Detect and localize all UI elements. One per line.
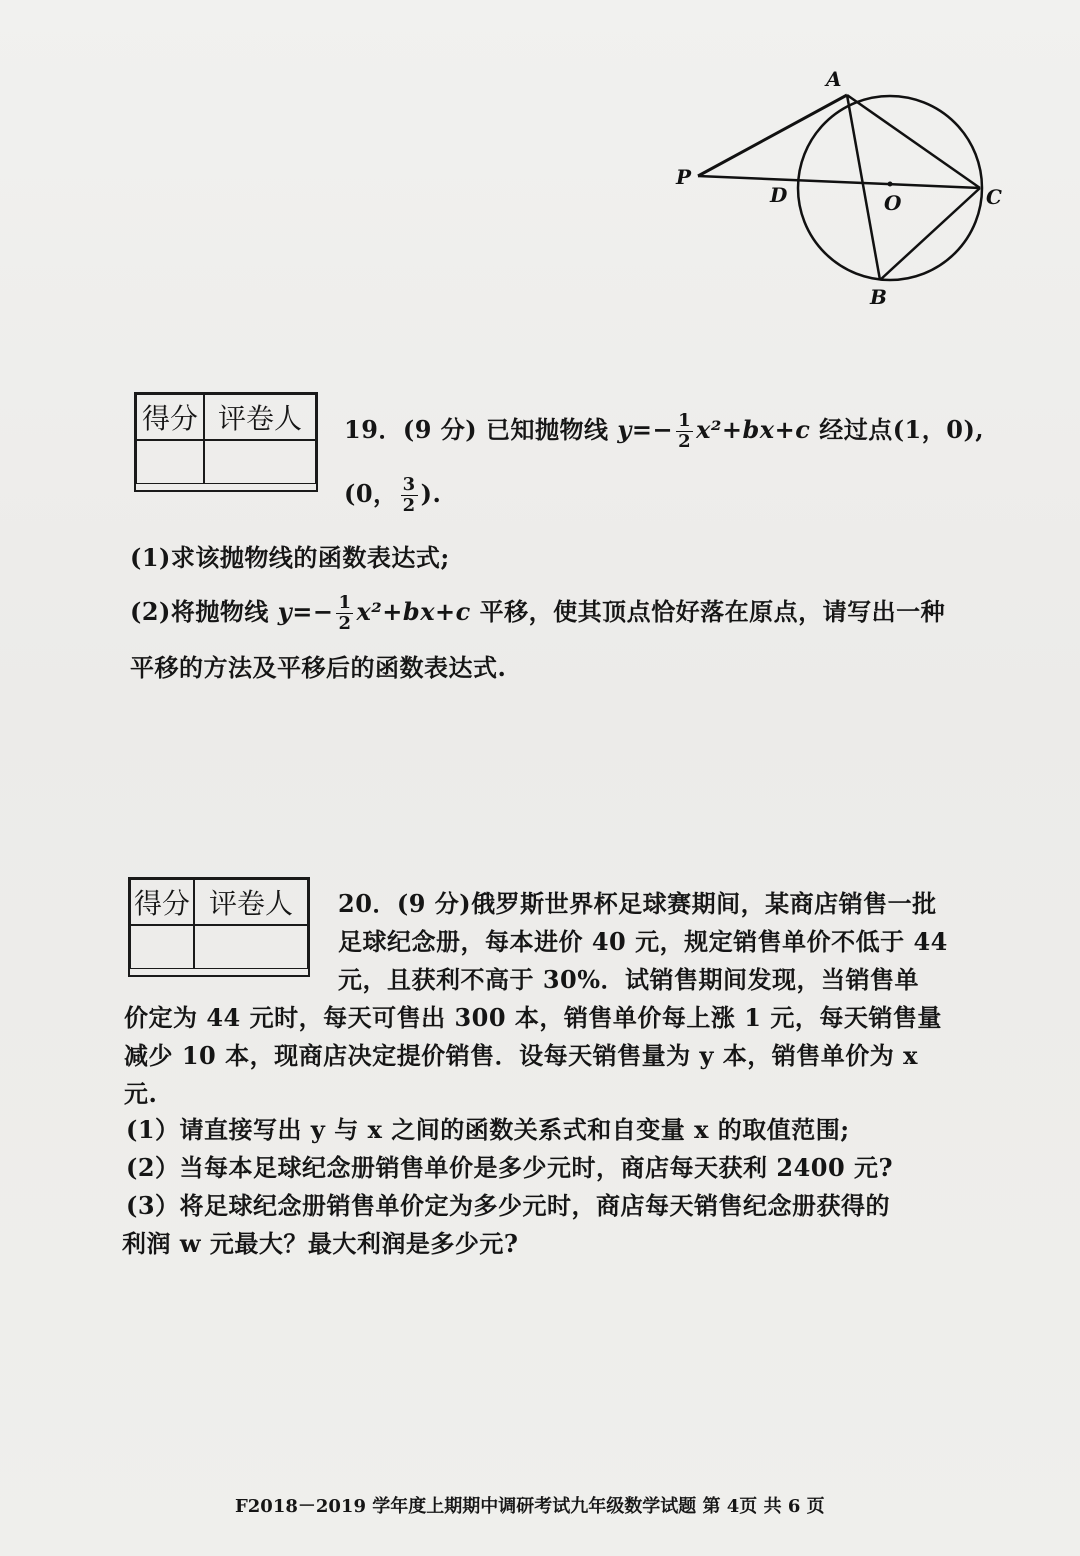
q20-part2: (2）当每本足球纪念册销售单价是多少元时，商店每天获利 2400 元? — [126, 1153, 894, 1182]
fraction-half-2: $\frac{1}{2}$ — [338, 592, 352, 634]
fraction-three-halves: $\frac{3}{2}$ — [402, 474, 416, 516]
q20-part3: (3）将足球纪念册销售单价定为多少元时，商店每天销售纪念册获得的 — [126, 1191, 891, 1220]
center-point — [888, 182, 893, 187]
q20-line5: 减少 10 本，现商店决定提价销售．设每天销售量为 y 本，销售单价为 x — [124, 1041, 918, 1070]
grader-label: 评卷人 — [194, 879, 308, 925]
score-box-q19 — [134, 392, 318, 492]
label-a: A — [826, 67, 842, 91]
label-d: D — [770, 183, 788, 207]
score-label: 得分 — [130, 879, 194, 925]
label-o: O — [884, 191, 902, 215]
q20-line4: 价定为 44 元时，每天可售出 300 本，销售单价每上涨 1 元，每天销售量 — [124, 1003, 942, 1032]
q20-part3-line2: 利润 w 元最大？最大利润是多少元? — [122, 1229, 519, 1258]
label-b: B — [870, 285, 887, 309]
line-ab — [847, 95, 880, 280]
q19-part1: (1)求该抛物线的函数表达式; — [130, 543, 450, 572]
score-label: 得分 — [136, 394, 204, 440]
page-footer: F2018－2019 学年度上期期中调研考试九年级数学试题 第 4页 共 6 页 — [235, 1496, 825, 1517]
fraction-half: $\frac{1}{2}$ — [678, 410, 692, 452]
q19-line2: (0， $\frac{3}{2}$ ). — [344, 474, 442, 516]
q20-line6: 元. — [124, 1079, 158, 1108]
label-c: C — [986, 185, 1002, 209]
q19-line1: 19．(9 分) 已知抛物线 y=− $\frac{1}{2}$ x²+bx+c 经过点(1，0), — [344, 410, 985, 452]
q20-line2: 足球纪念册，每本进价 40 元，规定销售单价不低于 44 — [338, 927, 948, 956]
q20-part1: (1）请直接写出 y 与 x 之间的函数关系式和自变量 x 的取值范围; — [126, 1115, 850, 1144]
score-box-q20 — [128, 877, 310, 977]
label-p: P — [676, 165, 692, 189]
score-cell[interactable] — [136, 440, 204, 484]
line-ac — [847, 95, 980, 188]
line-pc — [698, 176, 980, 188]
grader-cell[interactable] — [194, 925, 308, 969]
geometry-diagram — [660, 60, 1020, 320]
score-cell[interactable] — [130, 925, 194, 969]
q20-line3: 元，且获利不高于 30%．试销售期间发现，当销售单 — [338, 965, 920, 994]
circle-geometry-figure — [660, 60, 1020, 320]
line-pa — [698, 95, 847, 176]
q20-line1: 20．(9 分)俄罗斯世界杯足球赛期间，某商店销售一批 — [338, 889, 937, 918]
q19-part2-line2: 平移的方法及平移后的函数表达式. — [130, 653, 507, 682]
grader-label: 评卷人 — [204, 394, 316, 440]
q19-part2: (2)将抛物线 y=− $\frac{1}{2}$ x²+bx+c 平移，使其顶点恰好落在原点，请写出一种 — [130, 592, 946, 634]
grader-cell[interactable] — [204, 440, 316, 484]
